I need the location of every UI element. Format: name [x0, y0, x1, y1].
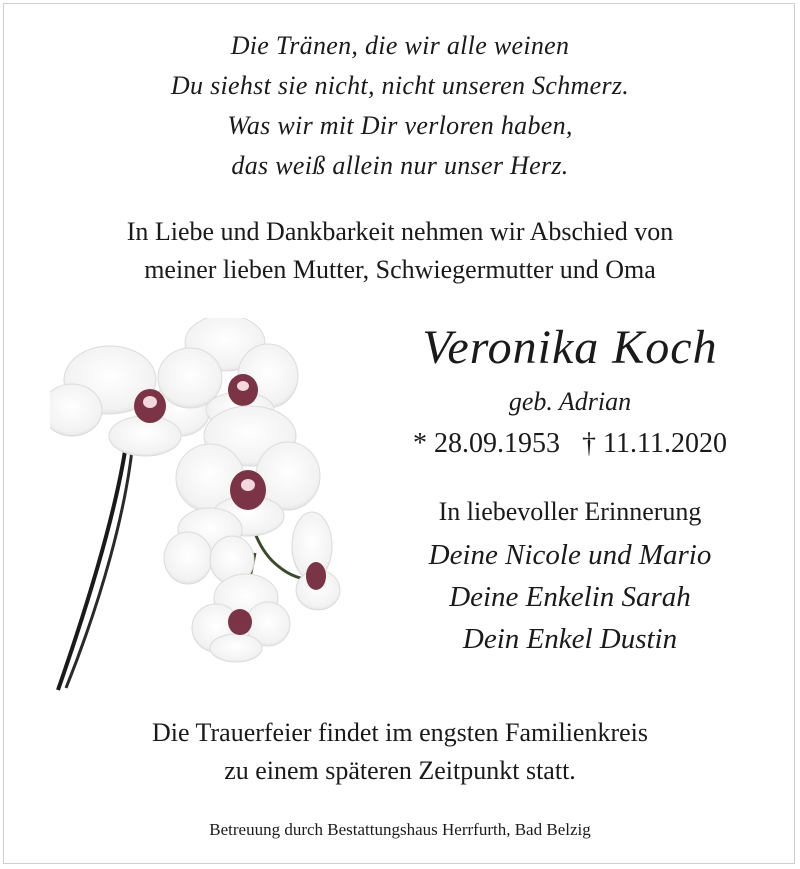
- family-member: Dein Enkel Dustin: [462, 623, 678, 655]
- life-dates: [360, 424, 780, 464]
- family-list: [360, 534, 780, 660]
- birth-name: geb. Adrian: [508, 387, 632, 416]
- death-date: † 11.11.2020: [582, 428, 727, 459]
- poem-line: das weiß allein nur unser Herz.: [231, 151, 569, 180]
- funeral-home-credit: Betreuung durch Bestattungshaus Herrfurth, Bad Belzig: [209, 820, 591, 839]
- intro-text: [0, 213, 800, 289]
- orchid-icon: [50, 318, 350, 698]
- poem-line: Was wir mit Dir verloren haben,: [227, 111, 573, 140]
- remembrance-heading: In liebevoller Erinnerung: [438, 497, 702, 526]
- poem-line: Die Tränen, die wir alle weinen: [230, 31, 570, 60]
- birth-date: * 28.09.1953: [413, 428, 561, 459]
- ceremony-line: Die Trauerfeier findet im engsten Familienkreis: [151, 718, 649, 747]
- deceased-block: [360, 318, 780, 660]
- intro-line: In Liebe und Dankbarkeit nehmen wir Abschied von: [126, 217, 674, 246]
- intro-line: meiner lieben Mutter, Schwiegermutter und Oma: [144, 255, 656, 284]
- ceremony-line: zu einem späteren Zeitpunkt statt.: [224, 756, 576, 785]
- family-member: Deine Nicole und Mario: [428, 539, 712, 571]
- poem: [0, 26, 800, 186]
- family-member: Deine Enkelin Sarah: [449, 581, 691, 613]
- poem-line: Du siehst sie nicht, nicht unseren Schmerz.: [170, 71, 630, 100]
- ceremony-text: [0, 714, 800, 790]
- deceased-name: Veronika Koch: [422, 321, 718, 374]
